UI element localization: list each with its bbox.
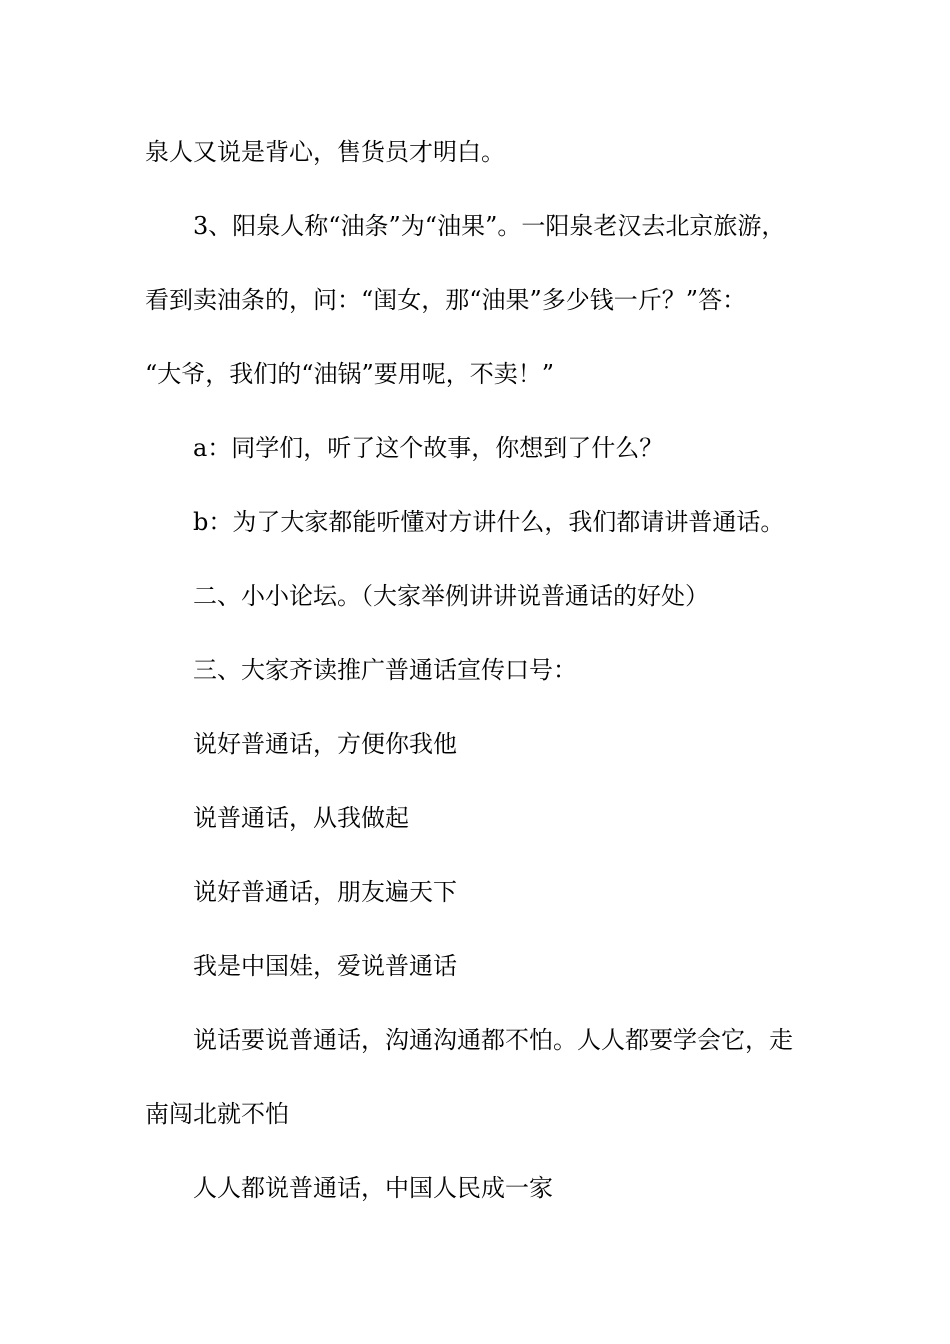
text-line-1: 泉人又说是背心，售货员才明白。 [145,138,505,166]
text-line-10: 说普通话，从我做起 [193,804,409,832]
text-line-12: 我是中国娃，爱说普通话 [193,952,457,980]
text-line-6: b：为了大家都能听懂对方讲什么，我们都请讲普通话。 [193,508,785,536]
text-line-11: 说好普通话，朋友遍天下 [193,878,457,906]
text-line-8: 三、大家齐读推广普通话宣传口号： [193,656,577,684]
text-line-14: 南闯北就不怕 [145,1100,289,1128]
text-line-3: 看到卖油条的，问：“闺女，那“油果”多少钱一斤？”答： [145,286,747,314]
text-line-15: 人人都说普通话，中国人民成一家 [193,1174,553,1202]
text-line-4: “大爷，我们的“油锅”要用呢，不卖！” [145,360,555,388]
text-line-2: 3、阳泉人称“油条”为“油果”。一阳泉老汉去北京旅游， [193,212,786,240]
text-line-13: 说话要说普通话，沟通沟通都不怕。人人都要学会它，走 [193,1026,793,1054]
text-line-5: a：同学们，听了这个故事，你想到了什么？ [193,434,664,462]
text-line-9: 说好普通话，方便你我他 [193,730,457,758]
text-line-7: 二、小小论坛。（大家举例讲讲说普通话的好处） [193,582,709,610]
